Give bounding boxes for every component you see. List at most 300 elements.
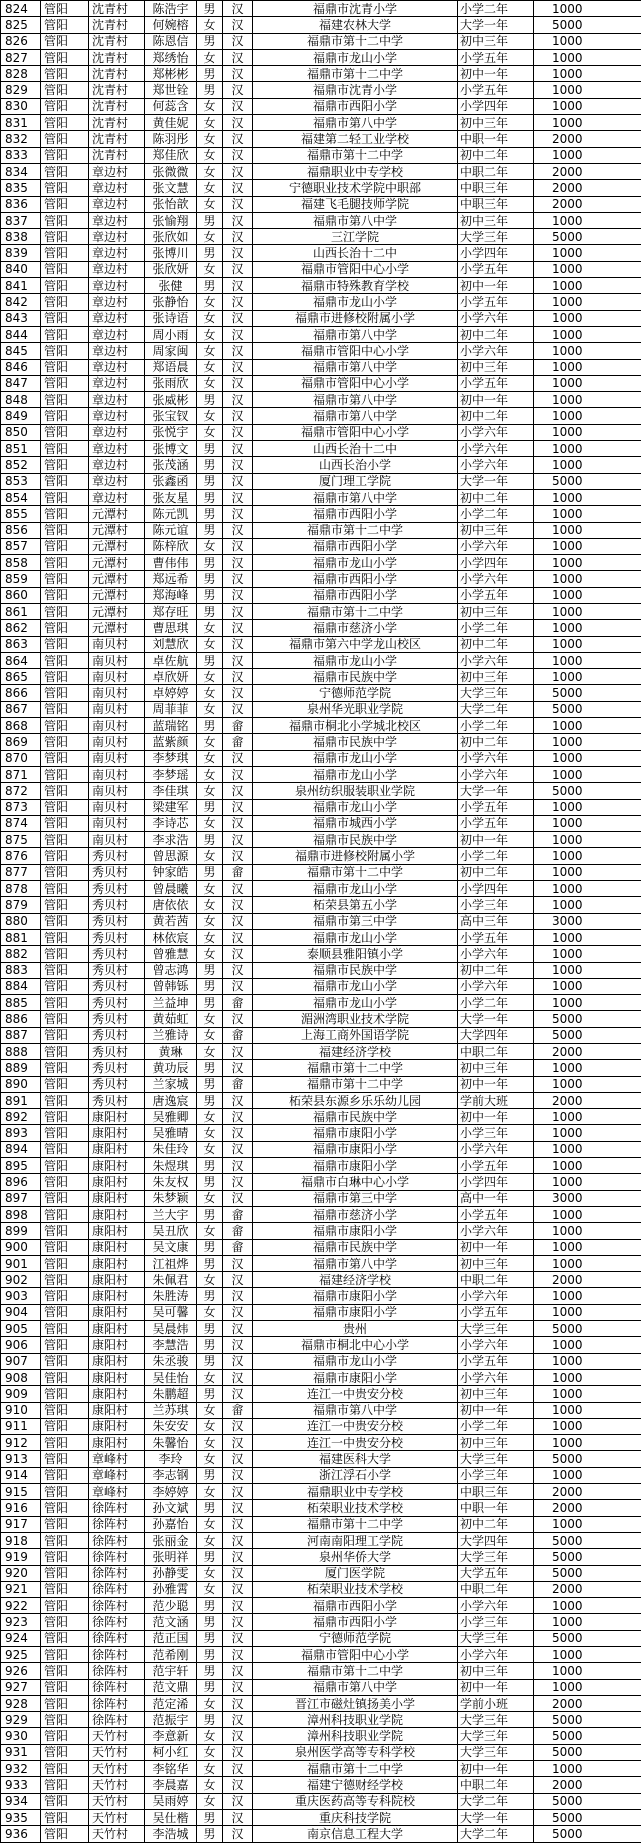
ethnicity-cell: 汉 <box>223 163 253 179</box>
grade-cell: 大学三年 <box>458 1744 534 1760</box>
township-cell: 管阳 <box>41 669 89 685</box>
gender-cell: 男 <box>197 278 223 294</box>
row-number-cell: 912 <box>1 1435 41 1451</box>
student-name-cell: 张欣如 <box>145 229 197 245</box>
row-number-cell: 929 <box>1 1712 41 1728</box>
ethnicity-cell: 汉 <box>223 766 253 782</box>
table-row <box>1 897 641 913</box>
amount-cell: 1000 <box>534 750 641 766</box>
table-row <box>1 1239 641 1255</box>
table-row <box>1 603 641 619</box>
school-cell: 福鼎市第十二中学 <box>253 1663 458 1679</box>
gender-cell: 女 <box>197 620 223 636</box>
student-name-cell: 李晨嘉 <box>145 1777 197 1793</box>
township-cell: 管阳 <box>41 832 89 848</box>
student-name-cell: 兰益坤 <box>145 995 197 1011</box>
gender-cell: 男 <box>197 522 223 538</box>
table-row <box>1 1353 641 1369</box>
school-cell: 福鼎市龙山小学 <box>253 750 458 766</box>
row-number-cell: 882 <box>1 946 41 962</box>
amount-cell: 1000 <box>534 66 641 82</box>
row-number-cell: 825 <box>1 17 41 33</box>
ethnicity-cell: 畲 <box>223 1027 253 1043</box>
ethnicity-cell: 汉 <box>223 1418 253 1434</box>
table-row <box>1 1206 641 1222</box>
school-cell: 福鼎市第十二中学 <box>253 147 458 163</box>
student-name-cell: 张静怡 <box>145 294 197 310</box>
row-number-cell: 857 <box>1 538 41 554</box>
row-number-cell: 828 <box>1 66 41 82</box>
grade-cell: 大学三年 <box>458 1630 534 1646</box>
student-name-cell: 郑彬彬 <box>145 66 197 82</box>
gender-cell: 男 <box>197 718 223 734</box>
ethnicity-cell: 汉 <box>223 1826 253 1842</box>
gender-cell: 男 <box>197 571 223 587</box>
grade-cell: 小学四年 <box>458 245 534 261</box>
township-cell: 管阳 <box>41 1826 89 1842</box>
table-row <box>1 1304 641 1320</box>
gender-cell: 男 <box>197 392 223 408</box>
township-cell: 管阳 <box>41 163 89 179</box>
student-name-cell: 黄功辰 <box>145 1060 197 1076</box>
amount-cell: 1000 <box>534 1614 641 1630</box>
ethnicity-cell: 汉 <box>223 832 253 848</box>
grade-cell: 初中一年 <box>458 66 534 82</box>
grade-cell: 小学五年 <box>458 799 534 815</box>
township-cell: 管阳 <box>41 1353 89 1369</box>
row-number-cell: 872 <box>1 783 41 799</box>
gender-cell: 女 <box>197 1369 223 1385</box>
grade-cell: 小学六年 <box>458 310 534 326</box>
row-number-cell: 919 <box>1 1549 41 1565</box>
gender-cell: 女 <box>197 734 223 750</box>
gender-cell: 男 <box>197 441 223 457</box>
ethnicity-cell: 畲 <box>223 864 253 880</box>
gender-cell: 男 <box>197 978 223 994</box>
grade-cell: 大学三年 <box>458 1321 534 1337</box>
grade-cell: 初中一年 <box>458 1239 534 1255</box>
grade-cell: 小学六年 <box>458 538 534 554</box>
village-cell: 康阳村 <box>89 1337 145 1353</box>
grade-cell: 大学三年 <box>458 1728 534 1744</box>
row-number-cell: 832 <box>1 131 41 147</box>
school-cell: 福鼎市沈青小学 <box>253 82 458 98</box>
amount-cell: 1000 <box>534 261 641 277</box>
student-name-cell: 朱鹏超 <box>145 1386 197 1402</box>
table-row <box>1 359 641 375</box>
school-cell: 福鼎市第八中学 <box>253 489 458 505</box>
village-cell: 天竹村 <box>89 1744 145 1760</box>
township-cell: 管阳 <box>41 1206 89 1222</box>
table-row <box>1 1777 641 1793</box>
table-row <box>1 310 641 326</box>
grade-cell: 小学四年 <box>458 1174 534 1190</box>
row-number-cell: 864 <box>1 652 41 668</box>
school-cell: 福鼎市第十二中学 <box>253 66 458 82</box>
table-row <box>1 1598 641 1614</box>
gender-cell: 女 <box>197 1484 223 1500</box>
gender-cell: 女 <box>197 815 223 831</box>
gender-cell: 女 <box>197 115 223 131</box>
village-cell: 南贝村 <box>89 783 145 799</box>
grade-cell: 小学三年 <box>458 1614 534 1630</box>
grade-cell: 中职二年 <box>458 1777 534 1793</box>
ethnicity-cell: 汉 <box>223 685 253 701</box>
table-row <box>1 1255 641 1271</box>
student-name-cell: 张怡歆 <box>145 196 197 212</box>
grade-cell: 大学二年 <box>458 1826 534 1842</box>
village-cell: 秀贝村 <box>89 946 145 962</box>
ethnicity-cell: 畲 <box>223 1239 253 1255</box>
student-name-cell: 黄琳 <box>145 1044 197 1060</box>
amount-cell: 1000 <box>534 1418 641 1434</box>
ethnicity-cell: 汉 <box>223 326 253 342</box>
township-cell: 管阳 <box>41 587 89 603</box>
school-cell: 福鼎市管阳中心小学 <box>253 424 458 440</box>
grade-cell: 高中一年 <box>458 1190 534 1206</box>
ethnicity-cell: 汉 <box>223 1321 253 1337</box>
village-cell: 徐阵村 <box>89 1565 145 1581</box>
village-cell: 元潭村 <box>89 603 145 619</box>
table-row <box>1 131 641 147</box>
ethnicity-cell: 汉 <box>223 457 253 473</box>
grade-cell: 小学五年 <box>458 294 534 310</box>
township-cell: 管阳 <box>41 522 89 538</box>
gender-cell: 男 <box>197 1663 223 1679</box>
ethnicity-cell: 汉 <box>223 1646 253 1662</box>
amount-cell: 2000 <box>534 1272 641 1288</box>
ethnicity-cell: 畲 <box>223 718 253 734</box>
table-row <box>1 278 641 294</box>
ethnicity-cell: 汉 <box>223 881 253 897</box>
school-cell: 连江一中贵安分校 <box>253 1418 458 1434</box>
student-name-cell: 曾韩铄 <box>145 978 197 994</box>
gender-cell: 女 <box>197 408 223 424</box>
row-number-cell: 885 <box>1 995 41 1011</box>
grade-cell: 小学三年 <box>458 897 534 913</box>
amount-cell: 5000 <box>534 1809 641 1825</box>
table-row <box>1 33 641 49</box>
gender-cell: 女 <box>197 294 223 310</box>
amount-cell: 5000 <box>534 685 641 701</box>
student-name-cell: 唐依依 <box>145 897 197 913</box>
ethnicity-cell: 汉 <box>223 1337 253 1353</box>
village-cell: 南贝村 <box>89 799 145 815</box>
village-cell: 康阳村 <box>89 1288 145 1304</box>
grade-cell: 小学六年 <box>458 1223 534 1239</box>
student-name-cell: 兰苏琪 <box>145 1402 197 1418</box>
row-number-cell: 840 <box>1 261 41 277</box>
school-cell: 福鼎市民族中学 <box>253 832 458 848</box>
township-cell: 管阳 <box>41 408 89 424</box>
gender-cell: 男 <box>197 506 223 522</box>
ethnicity-cell: 汉 <box>223 441 253 457</box>
village-cell: 康阳村 <box>89 1109 145 1125</box>
township-cell: 管阳 <box>41 652 89 668</box>
school-cell: 福建第二轻工业学校 <box>253 131 458 147</box>
student-name-cell: 曾晨曦 <box>145 881 197 897</box>
township-cell: 管阳 <box>41 603 89 619</box>
ethnicity-cell: 汉 <box>223 66 253 82</box>
village-cell: 秀贝村 <box>89 913 145 929</box>
gender-cell: 男 <box>197 864 223 880</box>
village-cell: 秀贝村 <box>89 1011 145 1027</box>
grade-cell: 学前大班 <box>458 1092 534 1108</box>
student-name-cell: 吴雅晴 <box>145 1125 197 1141</box>
village-cell: 康阳村 <box>89 1190 145 1206</box>
ethnicity-cell: 汉 <box>223 603 253 619</box>
amount-cell: 5000 <box>534 1826 641 1842</box>
township-cell: 管阳 <box>41 1304 89 1320</box>
row-number-cell: 837 <box>1 212 41 228</box>
table-row <box>1 1712 641 1728</box>
row-number-cell: 883 <box>1 962 41 978</box>
amount-cell: 1000 <box>534 522 641 538</box>
grade-cell: 初中二年 <box>458 734 534 750</box>
gender-cell: 男 <box>197 1712 223 1728</box>
ethnicity-cell: 汉 <box>223 1614 253 1630</box>
table-body <box>1 1 641 1843</box>
amount-cell: 1000 <box>534 620 641 636</box>
student-name-cell: 张欣妍 <box>145 261 197 277</box>
grade-cell: 高中三年 <box>458 913 534 929</box>
school-cell: 福鼎市康阳小学 <box>253 1223 458 1239</box>
row-number-cell: 875 <box>1 832 41 848</box>
row-number-cell: 903 <box>1 1288 41 1304</box>
gender-cell: 男 <box>197 1255 223 1271</box>
township-cell: 管阳 <box>41 1565 89 1581</box>
village-cell: 章边村 <box>89 229 145 245</box>
village-cell: 徐阵村 <box>89 1549 145 1565</box>
village-cell: 秀贝村 <box>89 1076 145 1092</box>
ethnicity-cell: 汉 <box>223 310 253 326</box>
grade-cell: 初中二年 <box>458 962 534 978</box>
grade-cell: 小学六年 <box>458 652 534 668</box>
village-cell: 南贝村 <box>89 636 145 652</box>
gender-cell: 女 <box>197 1435 223 1451</box>
gender-cell: 男 <box>197 1826 223 1842</box>
ethnicity-cell: 汉 <box>223 1060 253 1076</box>
row-number-cell: 881 <box>1 929 41 945</box>
student-name-cell: 陈元谊 <box>145 522 197 538</box>
amount-cell: 5000 <box>534 473 641 489</box>
ethnicity-cell: 汉 <box>223 1174 253 1190</box>
school-cell: 贵州 <box>253 1321 458 1337</box>
table-row <box>1 815 641 831</box>
table-row <box>1 1109 641 1125</box>
township-cell: 管阳 <box>41 897 89 913</box>
gender-cell: 男 <box>197 1549 223 1565</box>
ethnicity-cell: 汉 <box>223 408 253 424</box>
table-row <box>1 82 641 98</box>
amount-cell: 2000 <box>534 196 641 212</box>
table-row <box>1 1158 641 1174</box>
grade-cell: 小学六年 <box>458 343 534 359</box>
village-cell: 秀贝村 <box>89 864 145 880</box>
school-cell: 南京信息工程大学 <box>253 1826 458 1842</box>
gender-cell: 男 <box>197 212 223 228</box>
school-cell: 福鼎市龙山小学 <box>253 799 458 815</box>
ethnicity-cell: 汉 <box>223 1679 253 1695</box>
amount-cell: 1000 <box>534 1223 641 1239</box>
student-name-cell: 周家闽 <box>145 343 197 359</box>
grade-cell: 小学二年 <box>458 1 534 17</box>
township-cell: 管阳 <box>41 1532 89 1548</box>
gender-cell: 女 <box>197 913 223 929</box>
gender-cell: 男 <box>197 1630 223 1646</box>
village-cell: 章边村 <box>89 375 145 391</box>
student-name-cell: 李佳琪 <box>145 783 197 799</box>
student-name-cell: 孙雅霄 <box>145 1581 197 1597</box>
student-name-cell: 朱馨怡 <box>145 1435 197 1451</box>
table-row <box>1 343 641 359</box>
school-cell: 福鼎市第八中学 <box>253 326 458 342</box>
amount-cell: 1000 <box>534 392 641 408</box>
village-cell: 元潭村 <box>89 620 145 636</box>
student-name-cell: 张宝钗 <box>145 408 197 424</box>
village-cell: 秀贝村 <box>89 897 145 913</box>
amount-cell: 1000 <box>534 718 641 734</box>
student-name-cell: 蓝瑞铭 <box>145 718 197 734</box>
township-cell: 管阳 <box>41 1288 89 1304</box>
ethnicity-cell: 汉 <box>223 815 253 831</box>
village-cell: 南贝村 <box>89 685 145 701</box>
grade-cell: 小学五年 <box>458 587 534 603</box>
ethnicity-cell: 汉 <box>223 82 253 98</box>
grade-cell: 初中二年 <box>458 636 534 652</box>
amount-cell: 1000 <box>534 375 641 391</box>
gender-cell: 女 <box>197 669 223 685</box>
table-row <box>1 1272 641 1288</box>
row-number-cell: 927 <box>1 1679 41 1695</box>
student-name-cell: 周小雨 <box>145 326 197 342</box>
row-number-cell: 891 <box>1 1092 41 1108</box>
school-cell: 福鼎市第六中学龙山校区 <box>253 636 458 652</box>
ethnicity-cell: 汉 <box>223 1109 253 1125</box>
grade-cell: 小学六年 <box>458 1646 534 1662</box>
table-row <box>1 522 641 538</box>
township-cell: 管阳 <box>41 848 89 864</box>
gender-cell: 女 <box>197 929 223 945</box>
amount-cell: 1000 <box>534 278 641 294</box>
grade-cell: 中职二年 <box>458 1272 534 1288</box>
ethnicity-cell: 汉 <box>223 359 253 375</box>
amount-cell: 5000 <box>534 1451 641 1467</box>
row-number-cell: 844 <box>1 326 41 342</box>
table-row <box>1 392 641 408</box>
school-cell: 柘荣县第五小学 <box>253 897 458 913</box>
school-cell: 福鼎市康阳小学 <box>253 1369 458 1385</box>
village-cell: 康阳村 <box>89 1206 145 1222</box>
village-cell: 天竹村 <box>89 1777 145 1793</box>
school-cell: 福鼎市龙山小学 <box>253 929 458 945</box>
row-number-cell: 880 <box>1 913 41 929</box>
grade-cell: 大学一年 <box>458 1809 534 1825</box>
township-cell: 管阳 <box>41 1435 89 1451</box>
school-cell: 福鼎市西阳小学 <box>253 1614 458 1630</box>
table-row <box>1 1451 641 1467</box>
grade-cell: 小学四年 <box>458 881 534 897</box>
student-name-cell: 卓婷婷 <box>145 685 197 701</box>
amount-cell: 5000 <box>534 17 641 33</box>
amount-cell: 1000 <box>534 33 641 49</box>
gender-cell: 女 <box>197 881 223 897</box>
ethnicity-cell: 汉 <box>223 1484 253 1500</box>
township-cell: 管阳 <box>41 457 89 473</box>
grade-cell: 小学二年 <box>458 1418 534 1434</box>
ethnicity-cell: 汉 <box>223 1467 253 1483</box>
row-number-cell: 842 <box>1 294 41 310</box>
village-cell: 南贝村 <box>89 815 145 831</box>
village-cell: 章边村 <box>89 343 145 359</box>
row-number-cell: 922 <box>1 1598 41 1614</box>
grade-cell: 初中三年 <box>458 522 534 538</box>
gender-cell: 男 <box>197 1646 223 1662</box>
student-name-cell: 钟家皓 <box>145 864 197 880</box>
ethnicity-cell: 汉 <box>223 1092 253 1108</box>
student-name-cell: 吴佳怡 <box>145 1369 197 1385</box>
table-row <box>1 1027 641 1043</box>
township-cell: 管阳 <box>41 685 89 701</box>
township-cell: 管阳 <box>41 881 89 897</box>
gender-cell: 女 <box>197 1011 223 1027</box>
school-cell: 福鼎市西阳小学 <box>253 571 458 587</box>
grade-cell: 中职三年 <box>458 1484 534 1500</box>
school-cell: 宁德师范学院 <box>253 685 458 701</box>
amount-cell: 1000 <box>534 1467 641 1483</box>
township-cell: 管阳 <box>41 1027 89 1043</box>
row-number-cell: 835 <box>1 180 41 196</box>
school-cell: 泉州纺织服装职业学院 <box>253 783 458 799</box>
gender-cell: 女 <box>197 1125 223 1141</box>
table-row <box>1 473 641 489</box>
table-row <box>1 1467 641 1483</box>
school-cell: 柘荣职业技术学校 <box>253 1500 458 1516</box>
amount-cell: 1000 <box>534 1598 641 1614</box>
school-cell: 重庆科技学院 <box>253 1809 458 1825</box>
ethnicity-cell: 汉 <box>223 1565 253 1581</box>
table-row <box>1 571 641 587</box>
table-row <box>1 620 641 636</box>
row-number-cell: 889 <box>1 1060 41 1076</box>
table-row <box>1 196 641 212</box>
grade-cell: 初中一年 <box>458 1402 534 1418</box>
school-cell: 宁德职业技术学院中职部 <box>253 180 458 196</box>
township-cell: 管阳 <box>41 278 89 294</box>
village-cell: 章边村 <box>89 294 145 310</box>
grade-cell: 中职三年 <box>458 180 534 196</box>
ethnicity-cell: 汉 <box>223 1044 253 1060</box>
student-name-cell: 唐逸宸 <box>145 1092 197 1108</box>
row-number-cell: 861 <box>1 603 41 619</box>
row-number-cell: 888 <box>1 1044 41 1060</box>
amount-cell: 2000 <box>534 163 641 179</box>
township-cell: 管阳 <box>41 815 89 831</box>
township-cell: 管阳 <box>41 131 89 147</box>
ethnicity-cell: 汉 <box>223 1793 253 1809</box>
ethnicity-cell: 汉 <box>223 783 253 799</box>
row-number-cell: 906 <box>1 1337 41 1353</box>
amount-cell: 1000 <box>534 1060 641 1076</box>
school-cell: 福鼎市第八中学 <box>253 1679 458 1695</box>
student-name-cell: 吴雨婷 <box>145 1793 197 1809</box>
gender-cell: 女 <box>197 261 223 277</box>
village-cell: 徐阵村 <box>89 1581 145 1597</box>
grade-cell: 中职二年 <box>458 1581 534 1597</box>
village-cell: 天竹村 <box>89 1728 145 1744</box>
school-cell: 福鼎市第十二中学 <box>253 603 458 619</box>
row-number-cell: 824 <box>1 1 41 17</box>
